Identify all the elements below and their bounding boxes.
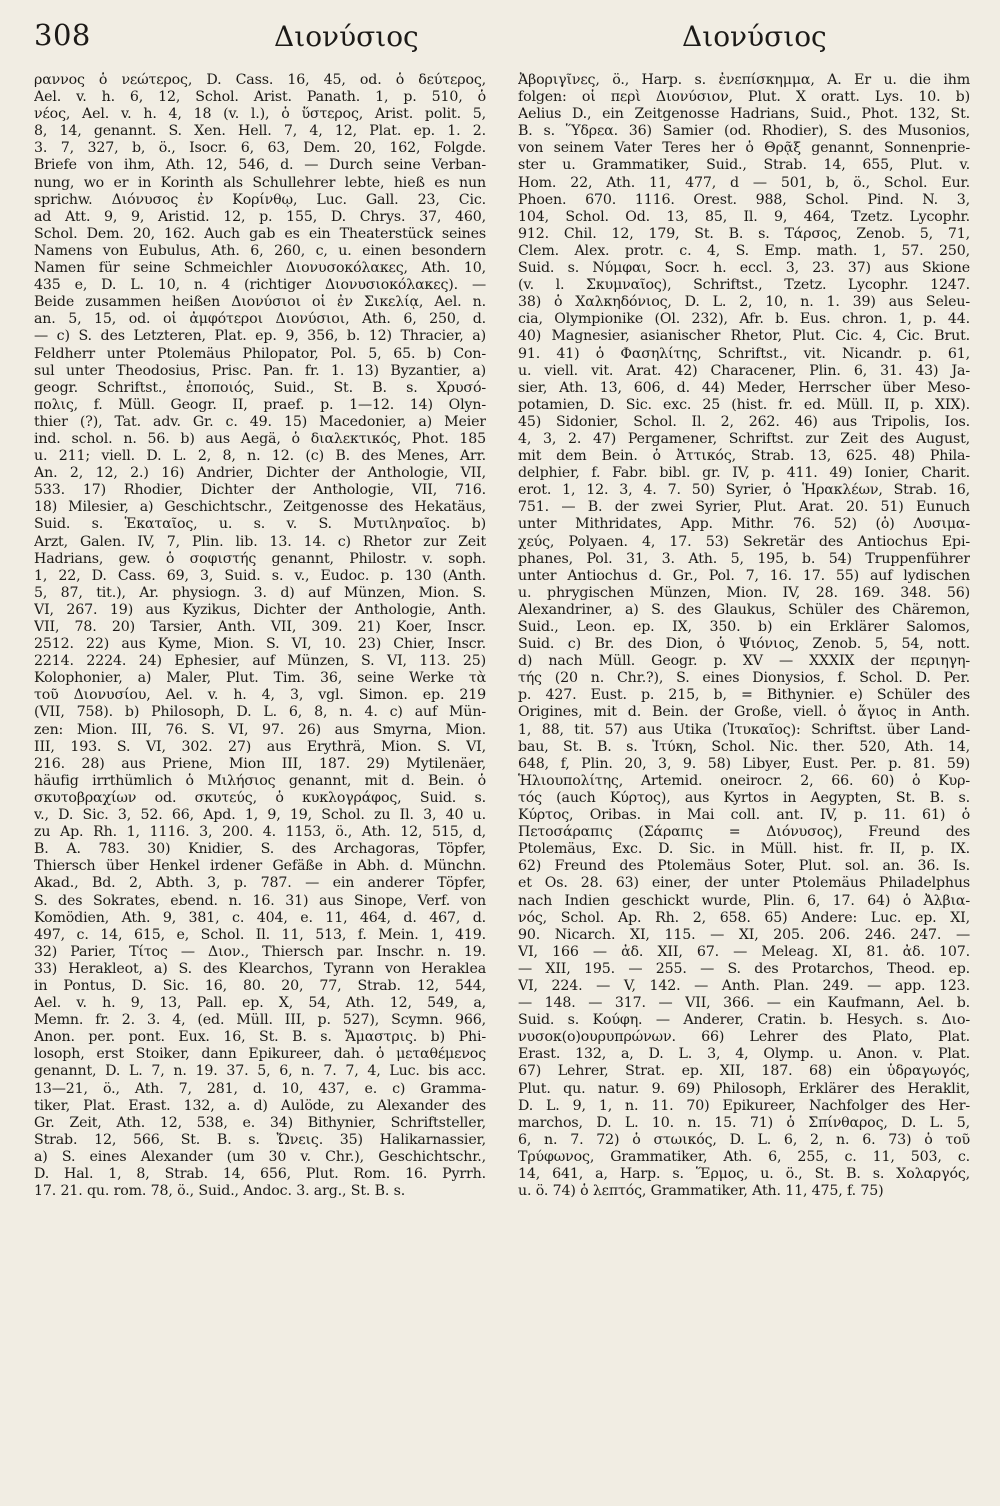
left-column-line: 17. 21. qu. rom. 78, ö., Suid., Andoc. 3. arg., St. B. s. [34,1183,406,1200]
right-column-line: νός, Schol. Ap. Rh. 2, 658. 65) Andere: Luc. ep. XI, [518,909,970,926]
left-column-line: πολις, f. Müll. Geogr. II, praef. p. 1—12. 14) Olyn- [34,396,486,413]
page-header [34,18,970,70]
right-column-line: mit dem Bein. ὁ Ἀττικός, Strab. 13, 625. 48) Phila- [518,448,970,465]
right-column-line: Ἀβοριγῖνες, ö., Harp. s. ἐνεπίσκημμα, A. Er u. die ihm [518,72,970,88]
left-column-line: Briefe von ihm, Ath. 12, 546, d. — Durch seine Verban- [34,157,486,174]
right-column-line: B. s. Ὕδρεα. 36) Samier (od. Rhodier), S. des Musonios, [518,123,970,140]
right-column [518,72,970,1200]
right-column-line: — 148. — 317. — VII, 366. — ein Kaufmann, Ael. b. [518,995,970,1012]
left-column-line: tiker, Plat. Erast. 132, a. d) Aulöde, zu Alexander des [34,1097,486,1114]
text-columns [34,72,970,1200]
right-column-line: τός (auch Κύρτος), aus Kyrtos in Aegypten, St. B. s. [518,789,970,806]
right-column-line: D. L. 9, 1, n. 11. 70) Epikureer, Nachfolger des Her- [518,1097,970,1114]
right-column-line: 14, 641, a, Harp. s. Ἕρμος, u. ö., St. B. s. Χολαργός, [518,1166,970,1182]
left-column-line: 2512. 22) aus Kyme, Mion. S. VI, 10. 23) Chier, Inscr. [34,636,486,653]
left-column-line: νέος, Ael. v. h. 4, 18 (v. l.), ὁ ὕστερος, Arist. polit. 5, [34,106,486,123]
right-column-line: Erast. 132, a, D. L. 3, 4, Olymp. u. Anon. v. Plat. [518,1046,970,1063]
right-column-line: erot. 1, 12. 3, 4. 7. 50) Syrier, ὁ Ἡρακλέων, Strab. 16, [518,482,970,499]
right-column-line: — XII, 195. — 255. — S. des Protarchos, Theod. ep. [518,960,970,977]
right-column-line: phanes, Pol. 31, 3. Ath. 5, 195, b. 54) Truppenführer [518,550,970,567]
right-column-line: 6, n. 7. 72) ὁ στωικός, D. L. 6, 2, n. 6. 73) ὁ τοῦ [518,1131,970,1148]
right-column-line: u. ö. 74) ὁ λεπτός, Grammatiker, Ath. 11, 475, f. 75) [518,1183,884,1200]
left-column-line: σκυτοβραχίων od. σκυτεύς, ὁ κυκλογράφος, Suid. s. [34,789,486,806]
right-column-line: Alexandriner, a) S. des Glaukus, Schüler des Chäremon, [518,601,970,618]
right-column-line: νυσοκ(ο)ουρυπρώνων. 66) Lehrer des Plato, Plat. [518,1029,970,1046]
right-column-line: 40) Magnesier, asianischer Rhetor, Plut. Cic. 4, Cic. Brut. [518,328,970,345]
right-column-line: 648, f, Plin. 20, 3, 9. 58) Libyer, Eust. Per. p. 81. 59) [518,755,970,772]
left-column-line: Komödien, Ath. 9, 381, c. 404, e. 11, 464, d. 467, d. [34,909,486,926]
right-column-line: p. 427. Eust. p. 215, b, = Bithynier. e) Schüler des [518,687,970,704]
left-column-line: u. 211; viell. D. L. 2, 8, n. 12. (c) B. des Menes, Arr. [34,448,486,465]
left-column-line: geogr. Schriftst., ἐποποιός, Suid., St. B. s. Χρυσό- [34,379,486,396]
left-column-line: Hadrians, gew. ὁ σοφιστής genannt, Philostr. v. soph. [34,550,486,567]
right-column-line: Τρύφωνος, Grammatiker, Ath. 6, 255, c. 11, 503, c. [518,1148,970,1165]
right-column-line: 1, 88, tit. 57) aus Utika (Ἰτυκαῖος): Schriftst. über Land- [518,721,970,738]
left-column-line: Namens von Eubulus, Ath. 6, 260, c, u. einen besondern [34,242,486,259]
left-column [34,72,486,1200]
left-column-line: 497, c. 14, 615, e, Schol. Il. 11, 513, f. Mein. 1, 419. [34,926,486,943]
right-column-line: Κύρτος, Oribas. in Mai coll. ant. IV, p. 11. 61) ὁ [518,807,970,824]
left-column-line: 435 e, D. L. 10, n. 4 (richtiger Διονυσιοκόλακες). — [34,277,486,294]
right-column-line: 67) Lehrer, Strat. ep. XII, 187. 68) ein ὑδραγωγός, [518,1063,970,1080]
right-column-line: Ptolemäus, Exc. D. Sic. in Müll. hist. fr. II, p. IX. [518,841,970,858]
right-column-line: Clem. Alex. protr. c. 4, S. Emp. math. 1, 57. 250, [518,242,970,259]
left-column-line: — c) S. des Letzteren, Plat. ep. 9, 356, b. 12) Thracier, a) [34,328,486,345]
left-column-line: an. 5, 15, od. οἱ ἀμφότεροι Διονύσιοι, Ath. 6, 250, d. [34,311,486,328]
right-column-line: τής (20 n. Chr.?), S. eines Dionysios, f. Schol. D. Per. [518,670,970,687]
left-column-line: Akad., Bd. 2, Abth. 3, p. 787. — ein anderer Töpfer, [34,875,486,892]
page-number: 308 [34,18,91,52]
right-column-line: VI, 224. — V, 142. — Anth. Plan. 249. — app. 123. [518,977,970,994]
left-column-line: 2214. 2224. 24) Ephesier, auf Münzen, S. VI, 113. 25) [34,653,486,670]
right-column-line: 104, Schol. Od. 13, 85, Il. 9, 464, Tzetz. Lycophr. [518,208,970,225]
right-column-line: 38) ὁ Χαλκηδόνιος, D. L. 2, 10, n. 1. 39) aus Seleu- [518,294,970,311]
left-column-line: 5, 87, tit.), Ar. physiogn. 3. d) auf Münzen, Mion. S. [34,584,486,601]
right-column-line: delphier, f. Fabr. bibl. gr. IV, p. 411. 49) Ionier, Charit. [518,465,970,482]
right-column-line: marchos, D. L. 10. n. 15. 71) ὁ Σπίνθαρος, D. L. 5, [518,1114,970,1131]
right-column-line: bau, St. B. s. Ἰτύκη, Schol. Nic. ther. 520, Ath. 14, [518,738,970,755]
left-column-line: Feldherr unter Ptolemäus Philopator, Pol. 5, 65. b) Con- [34,345,486,362]
left-column-line: Arzt, Galen. IV, 7, Plin. lib. 13. 14. c) Rhetor zur Zeit [34,533,486,550]
left-column-line: a) S. eines Alexander (um 30 v. Chr.), Geschichtschr., [34,1148,486,1165]
right-column-line: von seinem Vater Teres her ὁ Θρᾷξ genannt, Sonnenprie- [518,140,970,157]
left-column-line: 3. 7, 327, b, ö., Isocr. 6, 63, Dem. 20, 162, Folgde. [34,140,486,157]
left-column-line: 32) Parier, Τίτος — Διον., Thiersch par. Inschr. n. 19. [34,943,486,960]
left-column-line: 216. 28) aus Priene, Mion III, 187. 29) Mytilenäer, [34,755,486,772]
right-column-line: (v. l. Σκυμναῖος), Schriftst., Tzetz. Lycophr. 1247. [518,277,970,294]
right-column-line: Suid. s. Νύμφαι, Socr. h. eccl. 3, 23. 37) aus Skione [518,260,970,277]
right-running-headword: Διονύσιος [682,20,827,53]
left-column-line: S. des Sokrates, ebend. n. 16. 31) aus Sinope, Verf. von [34,892,486,909]
left-column-line: Memn. fr. 2. 3. 4, (ed. Müll. III, p. 527), Scymn. 966, [34,1012,486,1029]
left-column-line: An. 2, 12, 2.) 16) Andrier, Dichter der Anthologie, VII, [34,465,486,482]
left-column-line: 533. 17) Rhodier, Dichter der Anthologie, VII, 716. [34,482,486,499]
left-column-line: VII, 78. 20) Tarsier, Anth. VII, 309. 21) Koer, Inscr. [34,619,486,635]
right-column-line: Aelius D., ein Zeitgenosse Hadrians, Suid., Phot. 132, St. [518,106,970,123]
right-column-line: VI, 166 — ἀδ. XII, 67. — Meleag. XI, 81. ἀδ. 107. [518,943,970,960]
right-column-line: 4, 3, 2. 47) Pergamener, Schriftst. zur Zeit des August, [518,430,970,447]
right-column-line: χεύς, Polyaen. 4, 17. 53) Sekretär des Antiochus Epi- [518,533,970,550]
right-column-line: Πετοσάραπις (Σάραπις = Διόνυσος), Freund des [518,824,970,841]
left-column-line: 18) Milesier, a) Geschichtschr., Zeitgenosse des Hekatäus, [34,499,486,516]
right-column-line: Suid. c) Br. des Dion, ὁ Ψιόνιος, Zenob. 5, 54, nott. [518,636,970,653]
left-column-line: B. A. 783. 30) Knidier, S. des Archagoras, Töpfer, [34,841,486,858]
left-column-line: zen: Mion. III, 76. S. VI, 97. 26) aus Smyrna, Mion. [34,721,486,738]
right-column-line: sier, Ath. 13, 606, d. 44) Meder, Herrscher über Meso- [518,379,970,396]
right-column-line: ster u. Grammatiker, Suid., Strab. 14, 655, Plut. v. [518,157,970,174]
left-column-line: ad Att. 9, 9, Aristid. 12, p. 155, D. Chrys. 37, 460, [34,208,486,225]
left-column-line: Kolophonier, a) Maler, Plut. Tim. 36, seine Werke τὰ [34,670,486,687]
right-column-line: 45) Sidonier, Schol. Il. 2, 262. 46) aus Tripolis, Ios. [518,413,970,430]
left-column-line: zu Ap. Rh. 1, 1116. 3, 200. 4. 1153, ö., Ath. 12, 515, d, [34,824,486,841]
left-column-line: Gr. Zeit, Ath. 12, 538, e. 34) Bithynier, Schriftsteller, [34,1114,486,1131]
right-column-line: Suid., Leon. ep. IX, 350. b) ein Erklärer Salomos, [518,619,970,635]
right-column-line: nach Indien geschickt wurde, Plin. 6, 17. 64) ὁ Ἀλβια- [518,892,970,909]
left-column-line: 8, 14, genannt. S. Xen. Hell. 7, 4, 12, Plat. ep. 1. 2. [34,123,486,140]
left-column-line: Ael. v. h. 6, 12, Schol. Arist. Panath. 1, p. 510, ὁ [34,89,486,106]
right-column-line: 91. 41) ὁ Φασηλίτης, Schriftst., vit. Nicandr. p. 61, [518,345,970,362]
left-column-line: thier (?), Tat. adv. Gr. c. 49. 15) Macedonier, a) Meier [34,413,486,430]
left-column-line: häufig irrthümlich ὁ Μιλήσιος genannt, mit d. Bein. ὁ [34,772,486,789]
right-column-line: 62) Freund des Ptolemäus Soter, Plut. sol. an. 36. Is. [518,858,970,875]
left-column-line: III, 193. S. VI, 302. 27) aus Erythrä, Mion. S. VI, [34,738,486,755]
left-column-line: sul unter Theodosius, Prisc. Pan. fr. 1. 13) Byzantier, a) [34,362,486,379]
left-column-line: D. Hal. 1, 8, Strab. 14, 656, Plut. Rom. 16. Pyrrh. [34,1166,486,1182]
left-column-line: τοῦ Διονυσίου, Ael. v. h. 4, 3, vgl. Simon. ep. 219 [34,687,486,704]
right-column-line: et Os. 28. 63) einer, der unter Ptolemäus Philadelphus [518,875,970,892]
left-column-line: Anon. per. pont. Eux. 16, St. B. s. Ἄμαστρις. b) Phi- [34,1029,486,1046]
right-column-line: Ἡλιουπολίτης, Artemid. oneirocr. 2, 66. 60) ὁ Κυρ- [518,772,970,789]
right-column-line: potamien, D. Sic. exc. 25 (hist. fr. ed. Müll. II, p. XIX). [518,396,970,413]
left-column-line: Strab. 12, 566, St. B. s. Ὤνεις. 35) Halikarnassier, [34,1131,486,1148]
right-column-line: 90. Nicarch. XI, 115. — XI, 205. 206. 246. 247. — [518,926,970,943]
right-column-line: 912. Chil. 12, 179, St. B. s. Τάρσος, Zenob. 5, 71, [518,225,970,242]
right-column-line: cia, Olympionike (Ol. 232), Afr. b. Eus. chron. 1, p. 44. [518,311,970,328]
right-column-line: unter Antiochus d. Gr., Pol. 7, 16. 17. 55) auf lydischen [518,567,970,584]
left-column-line: VI, 267. 19) aus Kyzikus, Dichter der Anthologie, Anth. [34,601,486,618]
right-column-line: 751. — B. der zwei Syrier, Plut. Arat. 20. 51) Eunuch [518,499,970,516]
left-column-line: 1, 22, D. Cass. 69, 3, Suid. s. v., Eudoc. p. 130 (Anth. [34,567,486,584]
left-column-line: nung, wo er in Korinth als Schullehrer lebte, hieß es nun [34,174,486,191]
left-column-line: Namen für seine Schmeichler Διονυσοκόλακες, Ath. 10, [34,260,486,277]
right-column-line: folgen: οἱ περὶ Διονύσιον, Plut. X oratt. Lys. 10. b) [518,89,970,106]
left-column-line: in Pontus, D. Sic. 16, 80. 20, 77, Strab. 12, 544, [34,977,486,994]
right-column-line: Suid. s. Κούφη. — Anderer, Cratin. b. Hesych. s. Διο- [518,1012,970,1029]
left-column-line: 13—21, ö., Ath. 7, 281, d. 10, 437, e. c) Gramma- [34,1080,486,1097]
right-column-line: unter Mithridates, App. Mithr. 76. 52) (ὁ) Λυσιμα- [518,516,970,533]
right-column-line: Hom. 22, Ath. 11, 477, d — 501, b, ö., Schol. Eur. [518,174,970,191]
left-column-line: Suid. s. Ἑκαταῖος, u. s. v. S. Μυτιληναῖος. b) [34,516,486,533]
right-column-line: Plut. qu. natur. 9. 69) Philosoph, Erklärer des Heraklit, [518,1080,970,1097]
left-column-line: Thiersch über Henkel irdener Gefäße in Abh. d. Münchn. [34,858,486,875]
left-column-line: sprichw. Διόνυσος ἐν Κορίνθῳ, Luc. Gall. 23, Cic. [34,191,486,208]
left-running-headword: Διονύσιος [274,20,419,53]
left-column-line: genannt, D. L. 7, n. 19. 37. 5, 6, n. 7. 7, 4, Luc. bis acc. [34,1063,486,1080]
right-column-line: Phoen. 670. 1116. Orest. 988, Schol. Pind. N. 3, [518,191,970,208]
left-column-line: Beide zusammen heißen Διονύσιοι οἱ ἐν Σικελίᾳ, Ael. n. [34,294,486,311]
left-column-line: ραννος ὁ νεώτερος, D. Cass. 16, 45, od. ὁ δεύτερος, [34,72,486,88]
left-column-line: losoph, erst Stoiker, dann Epikureer, dah. ὁ μεταθέμενος [34,1046,486,1063]
right-column-line: u. phrygischen Münzen, Mion. IV, 28. 169. 348. 56) [518,584,970,601]
left-column-line: Schol. Dem. 20, 162. Auch gab es ein Theaterstück seines [34,225,486,242]
right-column-line: d) nach Müll. Geogr. p. XV — XXXIX der περιηγη- [518,653,970,670]
left-column-line: 33) Herakleot, a) S. des Klearchos, Tyrann von Heraklea [34,960,486,977]
left-column-line: v., D. Sic. 3, 52. 66, Apd. 1, 9, 19, Schol. zu Il. 3, 40 u. [34,807,486,824]
left-column-line: ind. schol. n. 56. b) aus Aegä, ὁ διαλεκτικός, Phot. 185 [34,430,486,447]
right-column-line: Origines, mit d. Bein. der Große, viell. ὁ ἅγιος in Anth. [518,704,970,721]
left-column-line: (VII, 758). b) Philosoph, D. L. 6, 8, n. 4. c) auf Mün- [34,704,486,721]
right-column-line: u. viell. vit. Arat. 42) Characener, Plin. 6, 31. 43) Ja- [518,362,970,379]
left-column-line: Ael. v. h. 9, 13, Pall. ep. X, 54, Ath. 12, 549, a, [34,995,486,1012]
